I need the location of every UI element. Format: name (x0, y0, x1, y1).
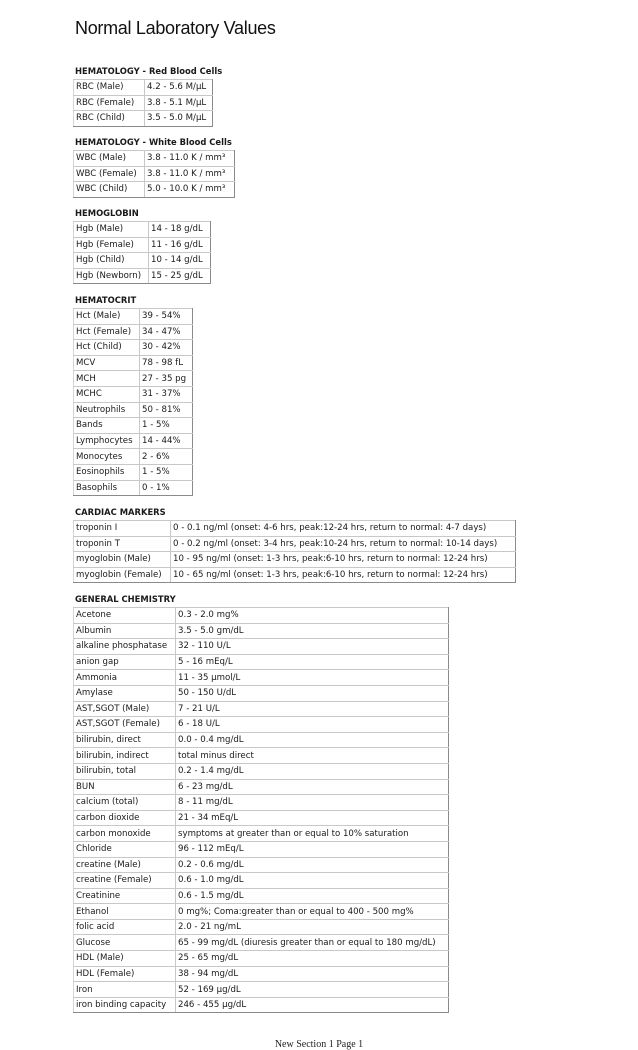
table-row (74, 222, 211, 238)
test-name: Iron (74, 982, 176, 998)
section-cardiac-markers (73, 507, 516, 583)
test-name: RBC (Child) (74, 111, 145, 127)
table-row (74, 418, 193, 434)
test-value: 2.0 - 21 ng/mL (176, 919, 449, 935)
test-name: RBC (Male) (74, 80, 145, 96)
test-name: bilirubin, indirect (74, 748, 176, 764)
test-name: carbon monoxide (74, 826, 176, 842)
section-heading: CARDIAC MARKERS (75, 507, 166, 517)
section-heading: HEMATOCRIT (75, 295, 137, 305)
test-value: total minus direct (176, 748, 449, 764)
test-value: 10 - 95 ng/ml (onset: 1-3 hrs, peak:6-10 hrs, return to normal: 12-24 hrs) (171, 552, 516, 568)
test-value: 11 - 16 g/dL (149, 237, 211, 253)
section-heading: GENERAL CHEMISTRY (75, 594, 176, 604)
table-row (74, 182, 235, 198)
table-row (74, 639, 449, 655)
test-name: AST,SGOT (Male) (74, 701, 176, 717)
test-value: 5 - 16 mEq/L (176, 654, 449, 670)
hematocrit-table (73, 308, 193, 496)
table-row (74, 386, 193, 402)
test-name: creatine (Female) (74, 873, 176, 889)
section-wbc (73, 137, 235, 198)
test-name: Glucose (74, 935, 176, 951)
test-name: Albumin (74, 623, 176, 639)
table-row (74, 779, 449, 795)
test-name: Hgb (Child) (74, 253, 149, 269)
test-name: MCHC (74, 386, 140, 402)
test-value: 10 - 65 ng/ml (onset: 1-3 hrs, peak:6-10 hrs, return to normal: 12-24 hrs) (171, 567, 516, 583)
test-name: bilirubin, total (74, 763, 176, 779)
table-row (74, 268, 211, 284)
test-value: 50 - 150 U/dL (176, 685, 449, 701)
table-row (74, 795, 449, 811)
table-row (74, 904, 449, 920)
table-row (74, 826, 449, 842)
test-value: 5.0 - 10.0 K / mm³ (145, 182, 235, 198)
table-row (74, 919, 449, 935)
test-value: 0.2 - 0.6 mg/dL (176, 857, 449, 873)
general-chemistry-table (73, 607, 449, 1013)
table-row (74, 433, 193, 449)
test-value: 3.8 - 11.0 K / mm³ (145, 166, 235, 182)
test-value: 6 - 23 mg/dL (176, 779, 449, 795)
test-value: 3.8 - 5.1 M/µL (145, 95, 213, 111)
test-name: troponin I (74, 521, 171, 537)
table-row (74, 982, 449, 998)
test-name: WBC (Female) (74, 166, 145, 182)
hemoglobin-table (73, 221, 211, 284)
test-name: troponin T (74, 536, 171, 552)
test-value: 7 - 21 U/L (176, 701, 449, 717)
test-name: WBC (Male) (74, 151, 145, 167)
test-value: 2 - 6% (140, 449, 193, 465)
test-name: creatine (Male) (74, 857, 176, 873)
test-name: Ammonia (74, 670, 176, 686)
test-value: 34 - 47% (140, 324, 193, 340)
test-value: 39 - 54% (140, 309, 193, 325)
test-name: BUN (74, 779, 176, 795)
table-row (74, 623, 449, 639)
test-name: Basophils (74, 480, 140, 496)
table-row (74, 253, 211, 269)
section-hemoglobin (73, 208, 211, 284)
test-name: iron binding capacity (74, 997, 176, 1013)
test-value: 3.8 - 11.0 K / mm³ (145, 151, 235, 167)
test-name: Ethanol (74, 904, 176, 920)
test-value: 0.6 - 1.0 mg/dL (176, 873, 449, 889)
section-rbc (73, 66, 222, 127)
test-name: bilirubin, direct (74, 732, 176, 748)
test-name: Acetone (74, 608, 176, 624)
test-value: 14 - 18 g/dL (149, 222, 211, 238)
table-row (74, 888, 449, 904)
table-row (74, 951, 449, 967)
table-row (74, 873, 449, 889)
table-row (74, 309, 193, 325)
test-name: calcium (total) (74, 795, 176, 811)
test-value: 52 - 169 µg/dL (176, 982, 449, 998)
test-value: 6 - 18 U/L (176, 717, 449, 733)
test-name: HDL (Male) (74, 951, 176, 967)
test-value: 0.6 - 1.5 mg/dL (176, 888, 449, 904)
test-value: 1 - 5% (140, 418, 193, 434)
test-value: symptoms at greater than or equal to 10% saturation (176, 826, 449, 842)
test-value: 50 - 81% (140, 402, 193, 418)
test-name: Eosinophils (74, 464, 140, 480)
test-name: Monocytes (74, 449, 140, 465)
test-name: MCH (74, 371, 140, 387)
test-value: 0.0 - 0.4 mg/dL (176, 732, 449, 748)
table-row (74, 464, 193, 480)
section-heading: HEMATOLOGY - Red Blood Cells (75, 66, 223, 76)
table-row (74, 402, 193, 418)
test-name: anion gap (74, 654, 176, 670)
table-row (74, 552, 516, 568)
test-name: HDL (Female) (74, 966, 176, 982)
test-name: folic acid (74, 919, 176, 935)
test-name: myoglobin (Female) (74, 567, 171, 583)
table-row (74, 371, 193, 387)
page-title: Normal Laboratory Values (75, 18, 276, 38)
test-name: Neutrophils (74, 402, 140, 418)
test-value: 14 - 44% (140, 433, 193, 449)
test-name: Hct (Child) (74, 340, 140, 356)
table-row (74, 151, 235, 167)
section-heading: HEMATOLOGY - White Blood Cells (75, 137, 232, 147)
table-row (74, 966, 449, 982)
test-name: Lymphocytes (74, 433, 140, 449)
section-general-chemistry (73, 594, 449, 1013)
table-row (74, 857, 449, 873)
rbc-table (73, 79, 213, 127)
test-value: 246 - 455 µg/dL (176, 997, 449, 1013)
test-value: 3.5 - 5.0 M/µL (145, 111, 213, 127)
table-row (74, 449, 193, 465)
test-value: 15 - 25 g/dL (149, 268, 211, 284)
table-row (74, 701, 449, 717)
table-row (74, 567, 516, 583)
test-name: Hct (Female) (74, 324, 140, 340)
table-row (74, 80, 213, 96)
test-value: 4.2 - 5.6 M/µL (145, 80, 213, 96)
test-value: 21 - 34 mEq/L (176, 810, 449, 826)
test-name: alkaline phosphatase (74, 639, 176, 655)
section-heading: HEMOGLOBIN (75, 208, 139, 218)
test-name: Creatinine (74, 888, 176, 904)
table-row (74, 717, 449, 733)
table-row (74, 95, 213, 111)
page-footer: New Section 1 Page 1 (274, 1039, 364, 1050)
table-row (74, 521, 516, 537)
test-name: carbon dioxide (74, 810, 176, 826)
table-row (74, 608, 449, 624)
table-row (74, 841, 449, 857)
table-row (74, 536, 516, 552)
table-row (74, 763, 449, 779)
table-row (74, 654, 449, 670)
test-name: RBC (Female) (74, 95, 145, 111)
cardiac-markers-table (73, 520, 516, 583)
test-value: 3.5 - 5.0 gm/dL (176, 623, 449, 639)
test-value: 27 - 35 pg (140, 371, 193, 387)
test-name: Bands (74, 418, 140, 434)
test-value: 0.2 - 1.4 mg/dL (176, 763, 449, 779)
table-row (74, 670, 449, 686)
table-row (74, 111, 213, 127)
table-row (74, 340, 193, 356)
test-name: Hgb (Female) (74, 237, 149, 253)
test-value: 1 - 5% (140, 464, 193, 480)
table-row (74, 732, 449, 748)
test-name: AST,SGOT (Female) (74, 717, 176, 733)
test-value: 0 - 0.2 ng/ml (onset: 3-4 hrs, peak:10-24 hrs, return to normal: 10-14 days) (171, 536, 516, 552)
test-value: 11 - 35 µmol/L (176, 670, 449, 686)
table-row (74, 810, 449, 826)
table-row (74, 935, 449, 951)
table-row (74, 166, 235, 182)
test-value: 8 - 11 mg/dL (176, 795, 449, 811)
test-name: Amylase (74, 685, 176, 701)
table-row (74, 997, 449, 1013)
test-value: 96 - 112 mEq/L (176, 841, 449, 857)
test-value: 10 - 14 g/dL (149, 253, 211, 269)
table-row (74, 324, 193, 340)
table-row (74, 237, 211, 253)
test-value: 0.3 - 2.0 mg% (176, 608, 449, 624)
test-value: 38 - 94 mg/dL (176, 966, 449, 982)
test-name: Hgb (Male) (74, 222, 149, 238)
test-name: myoglobin (Male) (74, 552, 171, 568)
table-row (74, 685, 449, 701)
test-name: Hgb (Newborn) (74, 268, 149, 284)
test-value: 0 mg%; Coma:greater than or equal to 400 - 500 mg% (176, 904, 449, 920)
test-value: 65 - 99 mg/dL (diuresis greater than or equal to 180 mg/dL) (176, 935, 449, 951)
table-row (74, 748, 449, 764)
test-value: 0 - 1% (140, 480, 193, 496)
test-value: 0 - 0.1 ng/ml (onset: 4-6 hrs, peak:12-24 hrs, return to normal: 4-7 days) (171, 521, 516, 537)
table-row (74, 480, 193, 496)
test-value: 30 - 42% (140, 340, 193, 356)
test-value: 25 - 65 mg/dL (176, 951, 449, 967)
section-hematocrit (73, 295, 193, 496)
test-value: 32 - 110 U/L (176, 639, 449, 655)
test-name: WBC (Child) (74, 182, 145, 198)
test-name: Chloride (74, 841, 176, 857)
table-row (74, 355, 193, 371)
wbc-table (73, 150, 235, 198)
test-value: 78 - 98 fL (140, 355, 193, 371)
test-value: 31 - 37% (140, 386, 193, 402)
test-name: Hct (Male) (74, 309, 140, 325)
test-name: MCV (74, 355, 140, 371)
